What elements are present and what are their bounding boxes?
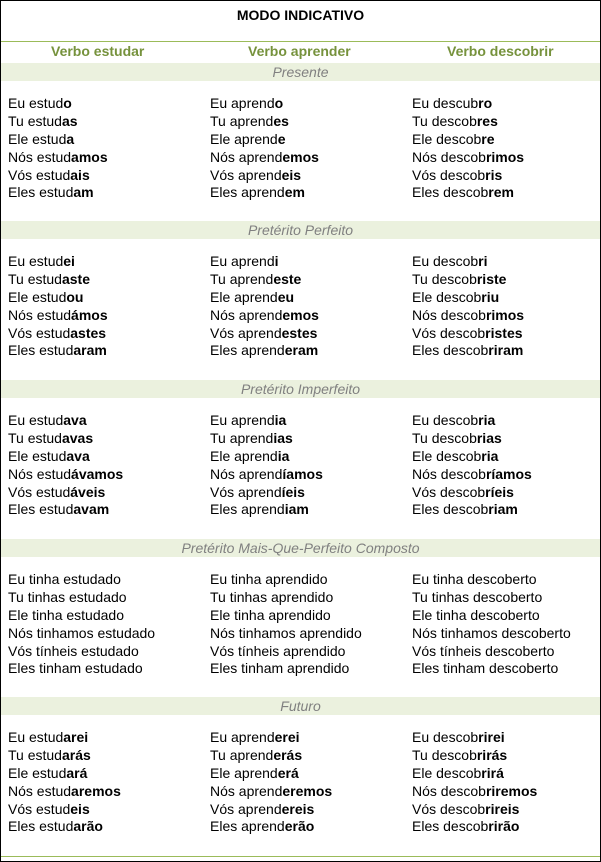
verb-stem: Tu estud [8, 270, 62, 287]
verb-stem: Vós aprend [210, 483, 282, 500]
verb-stem: Tu aprend [210, 270, 274, 287]
conjugation-column-descobrir [412, 729, 601, 836]
conjugation-form [412, 589, 601, 607]
conjugation-form [8, 783, 203, 801]
verb-stem: Eles tinham aprendido [210, 660, 350, 677]
conjugation-form [8, 571, 203, 589]
verb-ending: eu [277, 288, 295, 305]
verb-stem: Ele tinha estudado [8, 606, 124, 623]
verb-stem: Eu tinha estudado [8, 571, 121, 587]
verb-ending: ria [478, 412, 496, 428]
conjugation-form [412, 113, 601, 131]
verb-stem: Ele aprend [210, 447, 278, 464]
verb-stem: Eles descob [412, 818, 489, 835]
verb-ending: rimos [485, 148, 525, 165]
conjugation-form [8, 607, 203, 625]
verb-ending: aram [73, 342, 107, 359]
verb-stem: Eles descob [412, 184, 489, 201]
conjugation-form [210, 660, 405, 678]
conjugation-form [412, 307, 601, 325]
conjugation-column-estudar [8, 571, 203, 678]
verb-ending: ríeis [485, 483, 514, 500]
verb-ending: re [481, 130, 495, 147]
verb-ending: res [476, 112, 498, 129]
tense-header: Presente [1, 63, 600, 81]
verb-stem: Vós descob [412, 166, 486, 183]
conjugation-form [412, 625, 601, 643]
conjugation-form [210, 167, 405, 185]
conjugation-form [412, 184, 601, 202]
conjugation-form [210, 643, 405, 661]
verb-ending: ris [485, 166, 503, 183]
conjugation-form [8, 501, 203, 519]
verb-stem: Ele estud [8, 764, 67, 781]
verb-stem: Vós aprend [210, 800, 282, 817]
bottom-divider [1, 856, 600, 857]
verb-stem: Eles aprend [210, 501, 285, 518]
conjugation-form [210, 95, 405, 113]
verb-stem: Ele aprend [210, 764, 278, 781]
conjugation-column-aprender [210, 95, 405, 202]
verb-stem: Tu descob [412, 429, 477, 446]
verb-ending: ria [481, 447, 499, 464]
conjugation-form [8, 289, 203, 307]
conjugation-form [412, 643, 601, 661]
verb-ending: ri [478, 253, 488, 269]
verb-stem: Eles aprend [210, 184, 285, 201]
conjugation-form [210, 412, 405, 430]
verb-ending: ava [63, 412, 87, 428]
verb-ending: emos [282, 306, 319, 323]
tense-header: Pretérito Imperfeito [1, 380, 600, 398]
verb-stem: Ele estud [8, 288, 67, 305]
conjugation-column-aprender [210, 571, 405, 678]
verb-stem: Nós aprend [210, 306, 283, 323]
conjugation-form [8, 113, 203, 131]
conjugation-form [210, 131, 405, 149]
conjugation-form [412, 253, 601, 271]
verb-stem: Eles tinham descoberto [412, 660, 559, 677]
verb-ending: ereis [281, 800, 315, 817]
verb-ending: erão [284, 818, 315, 835]
verb-stem: Ele descob [412, 130, 482, 147]
verb-ending: riste [476, 270, 507, 287]
verb-ending: ríamos [485, 465, 532, 482]
verb-ending: este [273, 270, 302, 287]
verb-stem: Nós tinhamos descoberto [412, 624, 571, 641]
conjugation-form [412, 747, 601, 765]
conjugation-form [412, 765, 601, 783]
verb-ending: estes [281, 324, 318, 341]
verb-ending: eremos [282, 782, 333, 799]
conjugation-form [8, 660, 203, 678]
verb-ending: ia [277, 447, 290, 464]
conjugation-form [412, 783, 601, 801]
conjugation-column-estudar [8, 253, 203, 360]
conjugation-form [412, 466, 601, 484]
conjugation-form [8, 625, 203, 643]
conjugation-form [412, 149, 601, 167]
verb-ending: emos [282, 148, 319, 165]
conjugation-form [8, 149, 203, 167]
column-header-estudar: Verbo estudar [51, 43, 145, 59]
verb-stem: Nós estud [8, 782, 72, 799]
verb-stem: Eu descob [412, 253, 479, 269]
verb-stem: Eles estud [8, 501, 74, 518]
verb-ending: rimos [485, 306, 525, 323]
verb-stem: Nós descob [412, 782, 486, 799]
conjugation-form [412, 325, 601, 343]
verb-ending: avas [61, 429, 94, 446]
conjugation-form [210, 307, 405, 325]
verb-stem: Nós descob [412, 465, 486, 482]
verb-ending: eis [70, 800, 90, 817]
conjugation-form [412, 607, 601, 625]
verb-ending: iam [284, 501, 309, 518]
verb-ending: as [61, 112, 78, 129]
verb-stem: Vós estud [8, 324, 71, 341]
conjugation-form [412, 660, 601, 678]
verb-stem: Eu estud [8, 729, 64, 745]
verb-stem: Tu aprend [210, 429, 274, 446]
verb-ending: am [73, 184, 94, 201]
conjugation-column-descobrir [412, 412, 601, 519]
conjugation-form [8, 801, 203, 819]
verb-ending: erá [277, 764, 299, 781]
tense-header: Pretérito Mais-Que-Perfeito Composto [1, 539, 600, 557]
verb-stem: Eu estud [8, 253, 64, 269]
verb-stem: Vós descob [412, 483, 486, 500]
verb-ending: es [273, 112, 289, 129]
verb-ending: i [274, 253, 279, 269]
column-header-descobrir: Verbo descobrir [447, 43, 554, 59]
verb-stem: Vós descob [412, 324, 486, 341]
conjugation-form [210, 448, 405, 466]
conjugation-form [210, 342, 405, 360]
verb-ending: áveis [70, 483, 106, 500]
verb-stem: Ele tinha descoberto [412, 606, 540, 623]
verb-stem: Vós aprend [210, 166, 282, 183]
verb-stem: Nós estud [8, 465, 72, 482]
verb-ending: ias [273, 429, 293, 446]
conjugation-form [412, 95, 601, 113]
verb-stem: Eles estud [8, 342, 74, 359]
verb-stem: Eu aprend [210, 95, 275, 111]
verb-stem: Eu tinha aprendido [210, 571, 328, 587]
verb-stem: Vós tínheis descoberto [412, 642, 555, 659]
conjugation-column-descobrir [412, 571, 601, 678]
verb-stem: Tu estud [8, 746, 62, 763]
conjugation-form [210, 765, 405, 783]
verb-ending: rirá [481, 764, 504, 781]
tense-header: Futuro [1, 697, 600, 715]
conjugation-form [412, 167, 601, 185]
verb-ending: ais [70, 166, 90, 183]
verb-ending: arás [61, 746, 91, 763]
verb-stem: Vós descob [412, 800, 486, 817]
conjugation-form [8, 589, 203, 607]
verb-stem: Ele estud [8, 447, 67, 464]
verb-stem: Eu aprend [210, 729, 275, 745]
verb-ending: e [277, 130, 286, 147]
verb-ending: ro [478, 95, 493, 111]
verb-stem: Nós estud [8, 306, 72, 323]
verb-stem: Tu descob [412, 746, 477, 763]
conjugation-form [8, 466, 203, 484]
column-headers [1, 43, 600, 61]
conjugation-form [412, 571, 601, 589]
conjugation-form [210, 783, 405, 801]
verb-stem: Tu estud [8, 112, 62, 129]
verb-stem: Tu descob [412, 112, 477, 129]
verb-stem: Nós aprend [210, 465, 283, 482]
verb-stem: Vós tínheis aprendido [210, 642, 346, 659]
verb-ending: ará [66, 764, 88, 781]
conjugation-form [412, 430, 601, 448]
verb-stem: Eles descob [412, 501, 489, 518]
verb-ending: ou [66, 288, 84, 305]
conjugation-form [210, 501, 405, 519]
verb-stem: Vós estud [8, 483, 71, 500]
conjugation-form [210, 625, 405, 643]
verb-stem: Eles descob [412, 342, 489, 359]
verb-stem: Nós tinhamos aprendido [210, 624, 362, 641]
verb-stem: Eu descob [412, 412, 479, 428]
conjugation-form [210, 466, 405, 484]
verb-stem: Eles estud [8, 818, 74, 835]
verb-stem: Ele descob [412, 764, 482, 781]
verb-ending: amos [71, 148, 108, 165]
verb-stem: Tu estud [8, 429, 62, 446]
conjugation-form [412, 271, 601, 289]
verb-stem: Nós descob [412, 306, 486, 323]
verb-stem: Vós estud [8, 166, 71, 183]
verb-ending: ei [63, 253, 75, 269]
verb-stem: Eles aprend [210, 818, 285, 835]
verb-stem: Eu descob [412, 729, 479, 745]
verb-stem: Tu aprend [210, 746, 274, 763]
verb-stem: Ele estud [8, 130, 67, 147]
conjugation-form [210, 184, 405, 202]
conjugation-column-estudar [8, 412, 203, 519]
conjugation-form [210, 747, 405, 765]
conjugation-form [8, 765, 203, 783]
verb-stem: Tu tinhas aprendido [210, 588, 334, 605]
table-title: MODO INDICATIVO [236, 7, 365, 23]
conjugation-form [210, 607, 405, 625]
conjugation-column-estudar [8, 95, 203, 202]
conjugation-form [8, 342, 203, 360]
verb-ending: íeis [281, 483, 305, 500]
conjugation-form [8, 271, 203, 289]
verb-stem: Eles aprend [210, 342, 285, 359]
conjugation-form [210, 484, 405, 502]
conjugation-form [210, 289, 405, 307]
verb-ending: ámos [71, 306, 108, 323]
verb-ending: riram [488, 342, 524, 359]
conjugation-form [210, 818, 405, 836]
conjugation-column-aprender [210, 412, 405, 519]
verb-stem: Vós aprend [210, 324, 282, 341]
conjugation-form [8, 484, 203, 502]
verb-stem: Tu aprend [210, 112, 274, 129]
conjugation-form [210, 801, 405, 819]
conjugation-form [210, 571, 405, 589]
conjugation-form [8, 729, 203, 747]
tense-header: Pretérito Perfeito [1, 221, 600, 239]
verb-ending: riam [488, 501, 518, 518]
verb-ending: a [66, 130, 75, 147]
verb-ending: avam [73, 501, 110, 518]
verb-stem: Tu tinhas descoberto [412, 588, 543, 605]
verb-ending: ristes [485, 324, 523, 341]
verb-ending: rirão [488, 818, 520, 835]
conjugation-form [210, 430, 405, 448]
verb-ending: rirás [476, 746, 508, 763]
verb-stem: Nós estud [8, 148, 72, 165]
conjugation-form [412, 818, 601, 836]
verb-ending: íamos [282, 465, 323, 482]
verb-stem: Eu estud [8, 95, 64, 111]
verb-stem: Eu aprend [210, 412, 275, 428]
verb-ending: ávamos [71, 465, 124, 482]
conjugation-form [210, 589, 405, 607]
verb-ending: eram [284, 342, 319, 359]
verb-stem: Vós tínheis estudado [8, 642, 139, 659]
conjugation-column-aprender [210, 729, 405, 836]
conjugation-form [412, 501, 601, 519]
conjugation-form [210, 253, 405, 271]
conjugation-form [412, 801, 601, 819]
verb-ending: rem [488, 184, 514, 201]
verb-stem: Eles estud [8, 184, 74, 201]
conjugation-form [8, 307, 203, 325]
verb-stem: Ele descob [412, 288, 482, 305]
verb-ending: erei [274, 729, 300, 745]
verb-stem: Eles tinham estudado [8, 660, 143, 677]
verb-stem: Ele descob [412, 447, 482, 464]
conjugation-form [8, 325, 203, 343]
verb-ending: erás [273, 746, 303, 763]
conjugation-form [210, 729, 405, 747]
conjugation-form [8, 184, 203, 202]
conjugation-form [8, 747, 203, 765]
conjugation-form [412, 412, 601, 430]
verb-stem: Tu tinhas estudado [8, 588, 127, 605]
verb-ending: eis [281, 166, 302, 183]
verb-stem: Ele aprend [210, 130, 278, 147]
verb-stem: Eu tinha descoberto [412, 571, 537, 587]
conjugation-column-descobrir [412, 253, 601, 360]
conjugation-form [8, 131, 203, 149]
verb-ending: o [274, 95, 284, 111]
conjugation-form [8, 253, 203, 271]
verb-stem: Vós estud [8, 800, 71, 817]
conjugation-form [210, 271, 405, 289]
verb-stem: Eu descub [412, 95, 479, 111]
conjugation-form [412, 484, 601, 502]
conjugation-form [210, 325, 405, 343]
conjugation-form [412, 448, 601, 466]
verb-ending: riremos [485, 782, 538, 799]
conjugation-form [8, 412, 203, 430]
verb-ending: rirei [478, 729, 505, 745]
verb-stem: Eu aprend [210, 253, 275, 269]
conjugation-form [210, 113, 405, 131]
conjugation-form [412, 131, 601, 149]
conjugation-column-descobrir [412, 95, 601, 202]
verb-stem: Tu descob [412, 270, 477, 287]
verb-ending: ava [66, 447, 90, 464]
conjugation-form [8, 167, 203, 185]
verb-stem: Nós aprend [210, 782, 283, 799]
conjugation-form [412, 289, 601, 307]
conjugation-form [8, 430, 203, 448]
verb-ending: rias [476, 429, 502, 446]
conjugation-column-estudar [8, 729, 203, 836]
verb-ending: em [284, 184, 305, 201]
verb-ending: arei [63, 729, 89, 745]
conjugation-form [8, 643, 203, 661]
conjugation-form [210, 149, 405, 167]
verb-ending: rireis [485, 800, 520, 817]
verb-stem: Nós tinhamos estudado [8, 624, 156, 641]
verb-ending: arão [73, 818, 103, 835]
conjugation-column-aprender [210, 253, 405, 360]
verb-ending: ia [274, 412, 287, 428]
column-header-aprender: Verbo aprender [248, 43, 351, 59]
verb-stem: Eu estud [8, 412, 64, 428]
conjugation-form [412, 342, 601, 360]
verb-ending: astes [70, 324, 107, 341]
conjugation-form [412, 729, 601, 747]
verb-ending: riu [481, 288, 500, 305]
verb-stem: Ele aprend [210, 288, 278, 305]
conjugation-form [8, 818, 203, 836]
verb-stem: Nós descob [412, 148, 486, 165]
verb-stem: Ele tinha aprendido [210, 606, 331, 623]
conjugation-form [8, 95, 203, 113]
conjugation-form [8, 448, 203, 466]
title-divider [1, 41, 600, 42]
verb-ending: o [63, 95, 72, 111]
verb-stem: Nós aprend [210, 148, 283, 165]
verb-ending: aremos [71, 782, 121, 799]
verb-ending: aste [61, 270, 90, 287]
